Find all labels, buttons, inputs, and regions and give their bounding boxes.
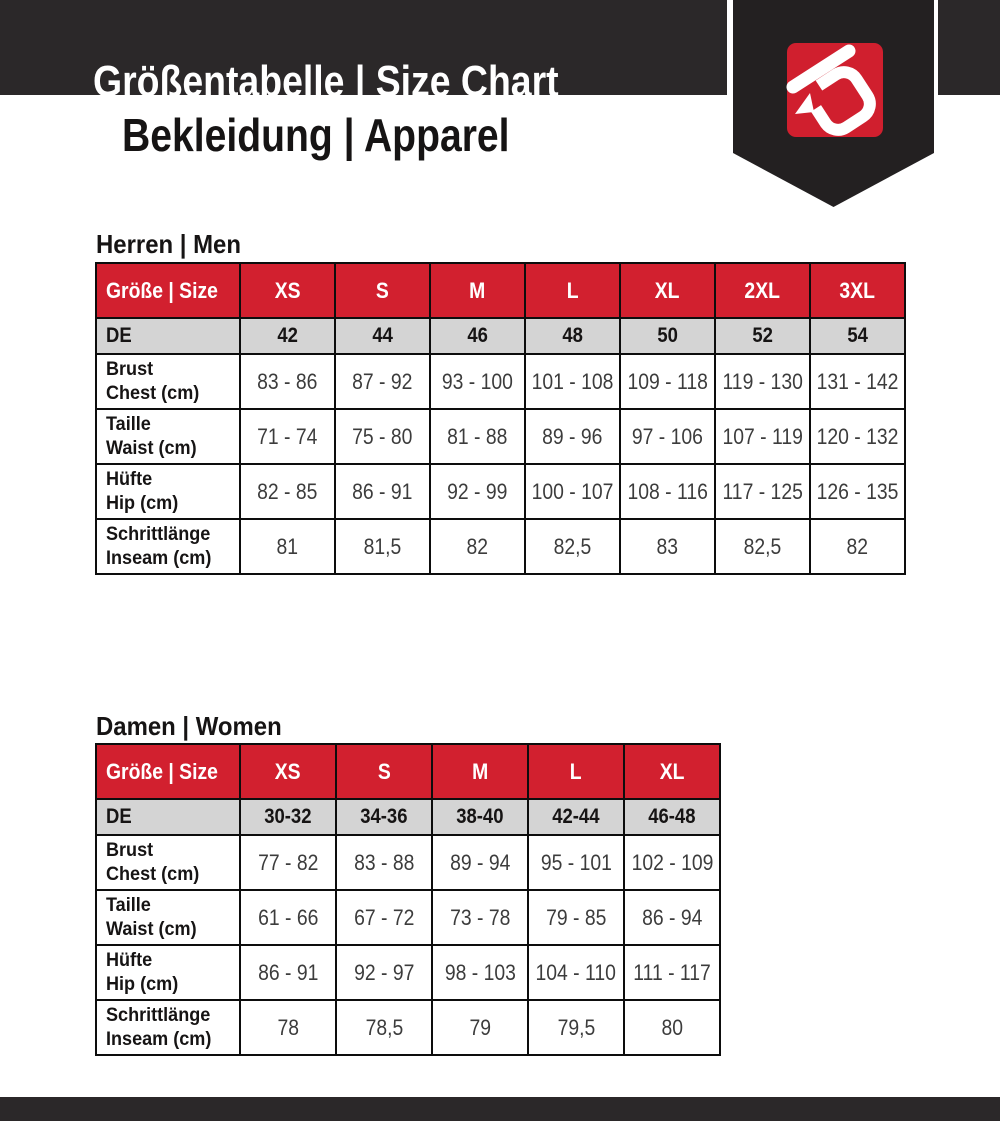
header-text: Größe | Size <box>106 277 218 303</box>
header-text: XS <box>275 758 301 784</box>
header-text: Größe | Size <box>106 758 218 784</box>
men-size-table-container <box>95 262 906 575</box>
men-section-title: Herren | Men <box>96 229 241 259</box>
measurement-label-cell <box>96 354 240 409</box>
value-text: 82 <box>846 533 869 559</box>
header-text: L <box>566 277 579 303</box>
label-german: Brust <box>106 839 154 861</box>
measurement-value-cell <box>525 519 620 574</box>
measurement-label-cell <box>96 945 240 1000</box>
measurement-row <box>96 890 720 945</box>
value-text: 89 - 96 <box>542 423 603 449</box>
value-text: 92 - 99 <box>447 478 508 504</box>
measurement-value-cell <box>335 354 430 409</box>
value-text: 83 - 86 <box>257 368 318 394</box>
measurement-value-cell <box>715 519 810 574</box>
de-text: DE <box>106 805 132 828</box>
value-text: 75 - 80 <box>352 423 413 449</box>
measurement-row <box>96 945 720 1000</box>
value-text: 86 - 91 <box>257 959 319 985</box>
measurement-value-cell <box>525 409 620 464</box>
label-german: Brust <box>106 358 154 380</box>
size-header-row <box>96 263 905 318</box>
measurement-value-cell <box>430 354 525 409</box>
value-text: 98 - 103 <box>444 959 516 985</box>
size-header-cell <box>430 263 525 318</box>
measurement-value-cell <box>810 354 905 409</box>
value-text: 71 - 74 <box>257 423 318 449</box>
label-english: Waist (cm) <box>106 918 197 940</box>
de-label-cell <box>96 318 240 354</box>
size-header-cell <box>528 744 624 799</box>
women-size-table-container <box>95 743 721 1056</box>
label-german: Taille <box>106 894 151 916</box>
de-text: 42 <box>277 324 298 347</box>
size-header-cell <box>624 744 720 799</box>
size-header-cell <box>240 744 336 799</box>
value-text: 82 - 85 <box>257 478 318 504</box>
de-value-cell <box>810 318 905 354</box>
measurement-row <box>96 835 720 890</box>
de-text: 52 <box>752 324 773 347</box>
measurement-value-cell <box>525 354 620 409</box>
measurement-value-cell <box>335 464 430 519</box>
header-text: S <box>376 277 389 303</box>
measurement-value-cell <box>810 409 905 464</box>
de-text: 50 <box>657 324 678 347</box>
footer-band <box>0 1097 1000 1121</box>
measurement-value-cell <box>336 945 432 1000</box>
measurement-value-cell <box>336 890 432 945</box>
header-text: M <box>471 758 489 784</box>
header-text: S <box>377 758 391 784</box>
measurement-value-cell <box>336 835 432 890</box>
measurement-value-cell <box>430 519 525 574</box>
value-text: 67 - 72 <box>353 904 415 930</box>
measurement-value-cell <box>240 409 335 464</box>
value-text: 93 - 100 <box>441 368 514 394</box>
measurement-row <box>96 1000 720 1055</box>
value-text: 78,5 <box>365 1014 403 1040</box>
measurement-value-cell <box>432 945 528 1000</box>
value-text: 109 - 118 <box>627 368 708 394</box>
label-german: Hüfte <box>106 949 153 971</box>
de-label-cell <box>96 799 240 835</box>
value-text: 81 - 88 <box>447 423 508 449</box>
de-text: 34-36 <box>360 805 408 828</box>
measurement-value-cell <box>715 464 810 519</box>
page-title: Größentabelle | Size Chart <box>93 57 559 106</box>
measurement-value-cell <box>240 945 336 1000</box>
value-text: 81 <box>276 533 299 559</box>
measurement-value-cell <box>432 890 528 945</box>
measurement-value-cell <box>335 519 430 574</box>
de-size-row <box>96 799 720 835</box>
measurement-value-cell <box>624 945 720 1000</box>
size-header-cell <box>620 263 715 318</box>
size-header-cell <box>715 263 810 318</box>
value-text: 97 - 106 <box>631 423 704 449</box>
label-english: Inseam (cm) <box>106 1028 212 1050</box>
measurement-value-cell <box>624 890 720 945</box>
de-value-cell <box>525 318 620 354</box>
measurement-value-cell <box>620 354 715 409</box>
value-text: 78 <box>277 1014 299 1040</box>
value-text: 79 - 85 <box>545 904 607 930</box>
value-text: 86 - 91 <box>352 478 413 504</box>
value-text: 111 - 117 <box>633 959 711 985</box>
pennant-gap-right <box>934 0 938 96</box>
measurement-value-cell <box>624 835 720 890</box>
value-text: 81,5 <box>363 533 402 559</box>
women-size-table <box>95 743 721 1056</box>
label-english: Chest (cm) <box>106 863 200 885</box>
measurement-value-cell <box>240 890 336 945</box>
label-german: Taille <box>106 413 151 435</box>
measurement-value-cell <box>240 519 335 574</box>
women-section-title: Damen | Women <box>96 711 282 741</box>
measurement-value-cell <box>810 519 905 574</box>
de-text: 46-48 <box>648 805 696 828</box>
label-english: Hip (cm) <box>106 973 179 995</box>
value-text: 73 - 78 <box>449 904 511 930</box>
label-german: Schrittlänge <box>106 1004 211 1026</box>
header-text: 3XL <box>839 277 876 303</box>
size-label-header-cell <box>96 263 240 318</box>
header-text: L <box>570 758 582 784</box>
five-ten-logo <box>787 43 883 137</box>
measurement-value-cell <box>430 409 525 464</box>
de-text: DE <box>106 324 132 347</box>
value-text: 83 - 88 <box>353 849 415 875</box>
value-text: 80 <box>661 1014 683 1040</box>
value-text: 131 - 142 <box>816 368 899 394</box>
header-text: XL <box>655 277 680 303</box>
measurement-value-cell <box>432 835 528 890</box>
value-text: 108 - 116 <box>627 478 708 504</box>
size-header-cell <box>525 263 620 318</box>
measurement-row <box>96 464 905 519</box>
de-text: 42-44 <box>552 805 600 828</box>
page-subtitle: Bekleidung | Apparel <box>122 109 510 161</box>
de-value-cell <box>240 318 335 354</box>
de-text: 48 <box>562 324 583 347</box>
value-text: 82,5 <box>553 533 592 559</box>
value-text: 120 - 132 <box>816 423 899 449</box>
value-text: 87 - 92 <box>352 368 413 394</box>
de-text: 30-32 <box>264 805 312 828</box>
value-text: 102 - 109 <box>631 849 713 875</box>
value-text: 79,5 <box>557 1014 595 1040</box>
de-text: 44 <box>372 324 393 347</box>
value-text: 86 - 94 <box>641 904 703 930</box>
de-size-row <box>96 318 905 354</box>
label-english: Chest (cm) <box>106 382 200 404</box>
measurement-label-cell <box>96 519 240 574</box>
de-text: 54 <box>847 324 868 347</box>
value-text: 126 - 135 <box>816 478 899 504</box>
brand-pennant <box>733 0 934 212</box>
size-header-cell <box>240 263 335 318</box>
measurement-value-cell <box>528 945 624 1000</box>
header-text: 2XL <box>744 277 781 303</box>
measurement-value-cell <box>810 464 905 519</box>
label-english: Waist (cm) <box>106 437 197 459</box>
measurement-value-cell <box>620 464 715 519</box>
size-header-cell <box>335 263 430 318</box>
measurement-row <box>96 354 905 409</box>
value-text: 101 - 108 <box>531 368 614 394</box>
measurement-value-cell <box>620 409 715 464</box>
measurement-label-cell <box>96 409 240 464</box>
label-german: Schrittlänge <box>106 523 211 545</box>
label-english: Inseam (cm) <box>106 547 212 569</box>
men-size-table <box>95 262 906 575</box>
measurement-value-cell <box>240 354 335 409</box>
measurement-label-cell <box>96 464 240 519</box>
de-value-cell <box>335 318 430 354</box>
de-text: 46 <box>467 324 488 347</box>
value-text: 117 - 125 <box>722 478 803 504</box>
size-label-header-cell <box>96 744 240 799</box>
label-german: Hüfte <box>106 468 153 490</box>
de-value-cell <box>336 799 432 835</box>
value-text: 104 - 110 <box>535 959 617 985</box>
value-text: 82 <box>466 533 489 559</box>
measurement-value-cell <box>528 890 624 945</box>
value-text: 100 - 107 <box>531 478 614 504</box>
size-header-cell <box>810 263 905 318</box>
measurement-value-cell <box>624 1000 720 1055</box>
measurement-value-cell <box>336 1000 432 1055</box>
measurement-value-cell <box>430 464 525 519</box>
measurement-value-cell <box>240 464 335 519</box>
de-value-cell <box>432 799 528 835</box>
header-text: XS <box>274 277 301 303</box>
measurement-value-cell <box>432 1000 528 1055</box>
measurement-label-cell <box>96 835 240 890</box>
value-text: 79 <box>469 1014 491 1040</box>
value-text: 95 - 101 <box>540 849 612 875</box>
header-text: M <box>469 277 486 303</box>
measurement-value-cell <box>528 835 624 890</box>
measurement-row <box>96 519 905 574</box>
de-value-cell <box>528 799 624 835</box>
measurement-value-cell <box>715 409 810 464</box>
measurement-row <box>96 409 905 464</box>
de-value-cell <box>715 318 810 354</box>
measurement-value-cell <box>240 835 336 890</box>
measurement-value-cell <box>620 519 715 574</box>
value-text: 61 - 66 <box>257 904 319 930</box>
de-text: 38-40 <box>456 805 504 828</box>
de-value-cell <box>620 318 715 354</box>
measurement-value-cell <box>525 464 620 519</box>
size-header-cell <box>432 744 528 799</box>
measurement-value-cell <box>240 1000 336 1055</box>
value-text: 119 - 130 <box>722 368 803 394</box>
value-text: 89 - 94 <box>449 849 511 875</box>
measurement-value-cell <box>528 1000 624 1055</box>
measurement-value-cell <box>335 409 430 464</box>
de-value-cell <box>624 799 720 835</box>
size-header-cell <box>336 744 432 799</box>
de-value-cell <box>430 318 525 354</box>
size-header-row <box>96 744 720 799</box>
value-text: 92 - 97 <box>353 959 415 985</box>
header-text: XL <box>659 758 685 784</box>
de-value-cell <box>240 799 336 835</box>
value-text: 107 - 119 <box>722 423 803 449</box>
label-english: Hip (cm) <box>106 492 179 514</box>
value-text: 82,5 <box>743 533 782 559</box>
measurement-value-cell <box>715 354 810 409</box>
measurement-label-cell <box>96 1000 240 1055</box>
value-text: 77 - 82 <box>257 849 319 875</box>
value-text: 83 <box>656 533 679 559</box>
measurement-label-cell <box>96 890 240 945</box>
